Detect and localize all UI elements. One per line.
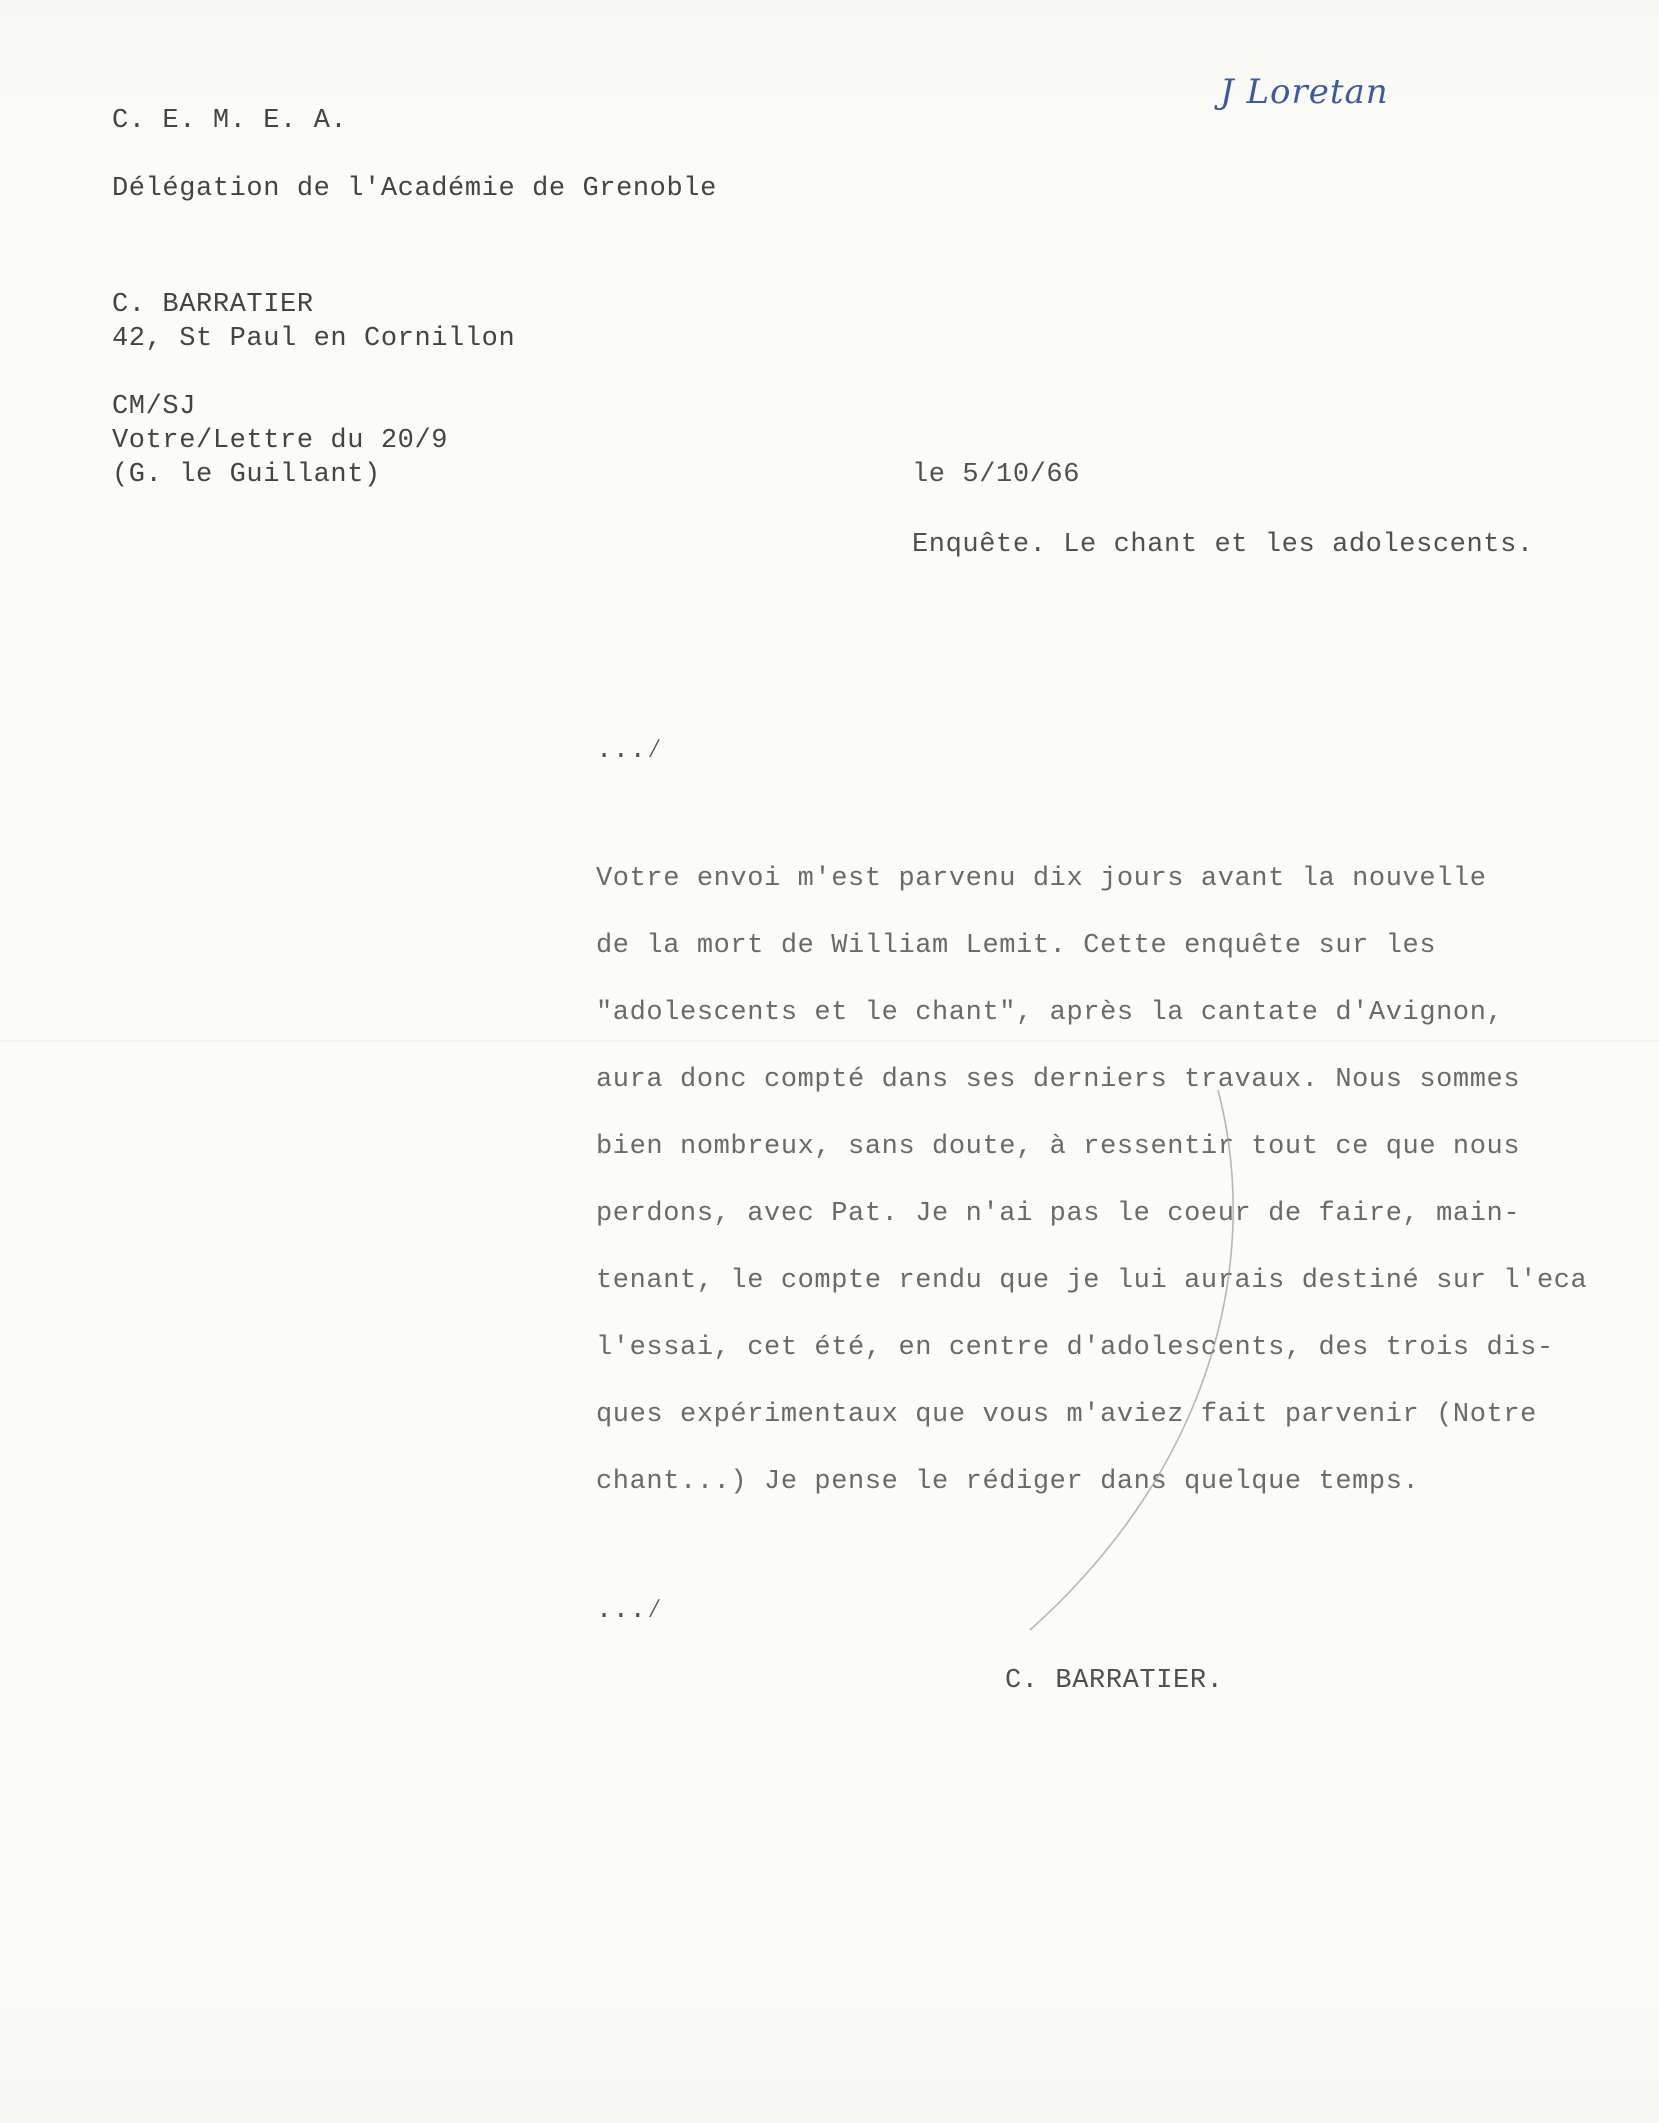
body-line: chant...) Je pense le rédiger dans quelque temps. — [596, 1467, 1420, 1497]
continuation-mark-top: ...∕ — [596, 736, 664, 766]
body-line: perdons, avec Pat. Je n'ai pas le coeur de faire, main- — [596, 1199, 1521, 1229]
body-line: Votre envoi m'est parvenu dix jours avant la nouvelle — [596, 864, 1487, 894]
reference-code: CM/SJ — [112, 392, 197, 422]
sender-address: 42, St Paul en Cornillon — [112, 324, 516, 354]
letter-subject: Enquête. Le chant et les adolescents. — [912, 530, 1534, 560]
organization-name: C. E. M. E. A. — [112, 106, 348, 136]
body-line: ques expérimentaux que vous m'aviez fait parvenir (Notre — [596, 1400, 1537, 1430]
body-line: l'essai, cet été, en centre d'adolescents, des trois dis- — [596, 1333, 1554, 1363]
your-letter-date: Votre/Lettre du 20/9 — [112, 426, 449, 456]
body-line: aura donc compté dans ses derniers travaux. Nous sommes — [596, 1065, 1521, 1095]
letter-date: le 5/10/66 — [912, 460, 1081, 490]
continuation-mark-bottom: ...∕ — [596, 1596, 664, 1626]
body-line: tenant, le compte rendu que je lui aurais destiné sur l'eca — [596, 1266, 1588, 1296]
body-line: "adolescents et le chant", après la cantate d'Avignon, — [596, 998, 1504, 1028]
your-letter-author: (G. le Guillant) — [112, 460, 381, 490]
body-line: de la mort de William Lemit. Cette enquête sur les — [596, 931, 1437, 961]
handwritten-annotation: J Loretan — [1220, 72, 1389, 112]
delegation-line: Délégation de l'Académie de Grenoble — [112, 174, 717, 204]
signature: C. BARRATIER. — [1005, 1666, 1224, 1696]
sender-name: C. BARRATIER — [112, 290, 314, 320]
paper-fold — [0, 1040, 1659, 1042]
body-line: bien nombreux, sans doute, à ressentir tout ce que nous — [596, 1132, 1521, 1162]
